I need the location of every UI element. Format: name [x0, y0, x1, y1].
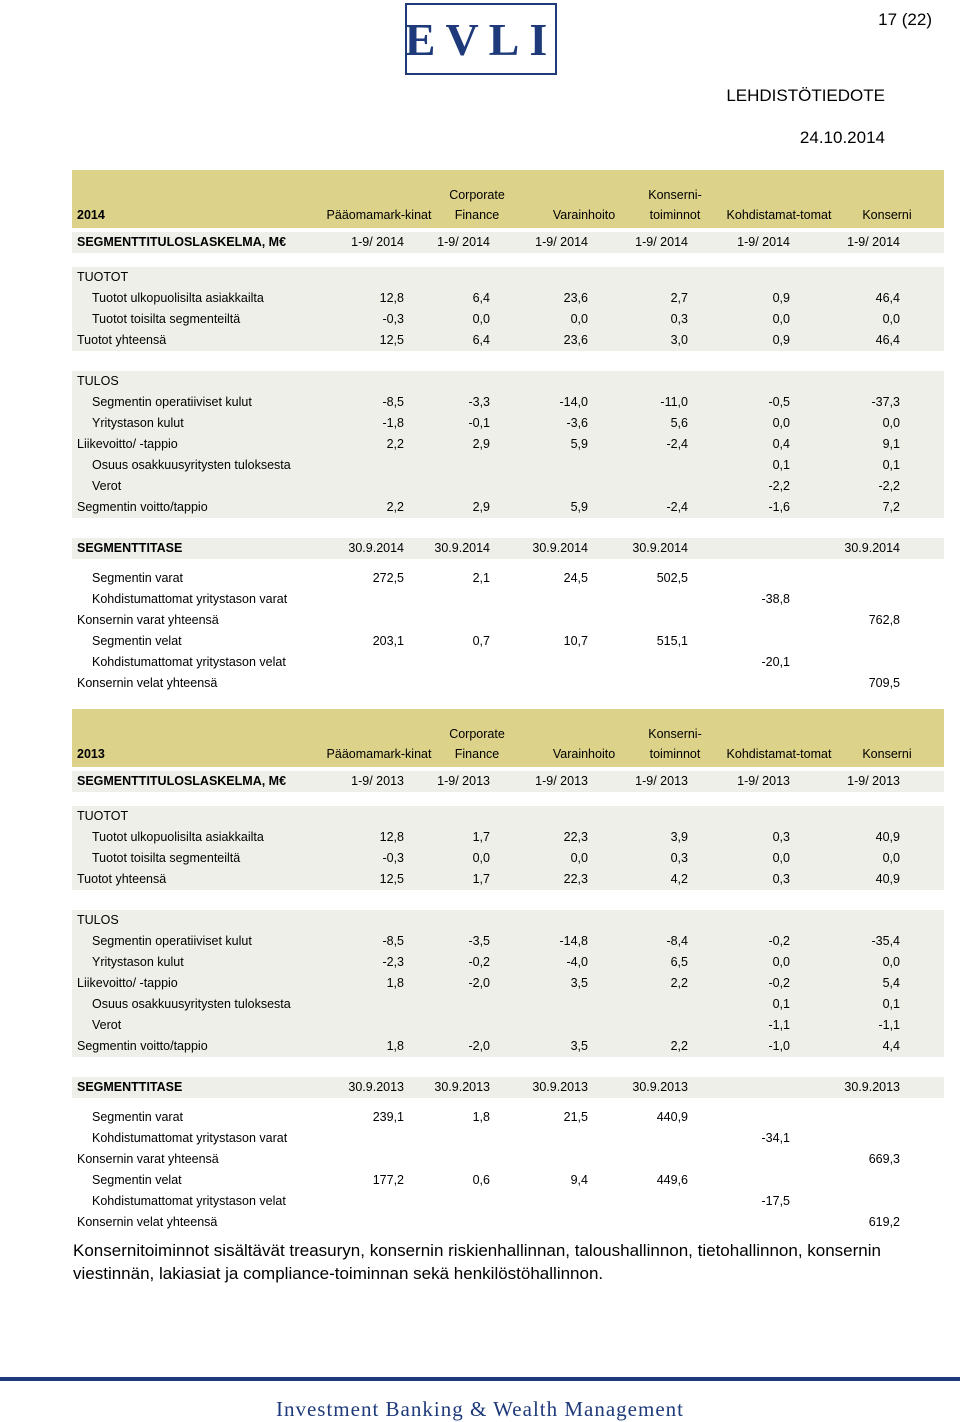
table-header — [72, 709, 944, 767]
period-label: 1-9/ 2013 — [535, 774, 588, 788]
period-label: 1-9/ 2014 — [635, 235, 688, 249]
row-label: Konsernin velat yhteensä — [77, 1215, 218, 1229]
value-cell: 4,4 — [882, 1039, 900, 1053]
value-cell: -0,1 — [468, 416, 490, 430]
table-row — [72, 267, 944, 288]
value-cell: 5,6 — [670, 416, 688, 430]
value-cell: -2,0 — [468, 1039, 490, 1053]
table-row — [72, 497, 944, 518]
table-row — [72, 232, 944, 253]
table-row — [72, 848, 944, 869]
value-cell: 6,5 — [670, 955, 688, 969]
value-cell: 177,2 — [372, 1173, 404, 1187]
row-label: Kohdistumattomat yritystason varat — [92, 592, 288, 606]
period-label: 1-9/ 2014 — [351, 235, 404, 249]
column-header: Konserni — [862, 747, 912, 761]
period-label: 1-9/ 2013 — [847, 774, 900, 788]
period-label: 30.9.2014 — [348, 541, 404, 555]
table-row — [72, 931, 944, 952]
value-cell: 0,3 — [670, 312, 688, 326]
value-cell: 3,5 — [570, 976, 588, 990]
column-header: Kohdistamat-tomat — [726, 747, 832, 761]
table-row — [72, 631, 944, 652]
period-label: 30.9.2013 — [532, 1080, 588, 1094]
row-label: Kohdistumattomat yritystason velat — [92, 655, 286, 669]
row-label: Liikevoitto/ -tappio — [77, 976, 178, 990]
value-cell: 22,3 — [563, 830, 588, 844]
value-cell: 0,0 — [772, 416, 790, 430]
table-row — [72, 371, 944, 392]
value-cell: 1,7 — [472, 830, 490, 844]
document-date: 24.10.2014 — [799, 128, 885, 147]
value-cell: 0,0 — [882, 416, 900, 430]
value-cell: -0,5 — [768, 395, 790, 409]
table-row — [72, 1015, 944, 1036]
period-label: 30.9.2014 — [434, 541, 490, 555]
table-row — [72, 869, 944, 890]
value-cell: 239,1 — [372, 1110, 404, 1124]
table-row — [72, 1077, 944, 1098]
row-label: Kohdistumattomat yritystason velat — [92, 1194, 286, 1208]
value-cell: 6,4 — [472, 333, 490, 347]
row-label: Segmentin varat — [92, 1110, 184, 1124]
value-cell: -34,1 — [761, 1131, 790, 1145]
period-label: 1-9/ 2014 — [437, 235, 490, 249]
value-cell: 9,4 — [570, 1173, 588, 1187]
period-label: 1-9/ 2013 — [635, 774, 688, 788]
value-cell: 3,5 — [570, 1039, 588, 1053]
value-cell: 0,6 — [472, 1173, 490, 1187]
footer-tagline: Investment Banking & Wealth Management — [275, 1397, 684, 1421]
value-cell: 449,6 — [656, 1173, 688, 1187]
table-row — [72, 806, 944, 827]
value-cell: -20,1 — [761, 655, 790, 669]
column-header: Konserni — [862, 208, 912, 222]
value-cell: -4,0 — [566, 955, 588, 969]
table-row — [72, 330, 944, 351]
period-label: 1-9/ 2013 — [351, 774, 404, 788]
value-cell: -2,3 — [382, 955, 404, 969]
row-label: Segmentin operatiiviset kulut — [92, 395, 252, 409]
value-cell: 9,1 — [882, 437, 900, 451]
row-label: Konsernin velat yhteensä — [77, 676, 218, 690]
value-cell: -0,2 — [768, 934, 790, 948]
value-cell: 0,1 — [772, 458, 790, 472]
table-row — [72, 568, 944, 589]
value-cell: 762,8 — [868, 613, 900, 627]
table-row — [72, 455, 944, 476]
value-cell: -2,2 — [878, 479, 900, 493]
value-cell: -2,4 — [666, 437, 688, 451]
row-label: Kohdistumattomat yritystason varat — [92, 1131, 288, 1145]
period-label: 1-9/ 2013 — [437, 774, 490, 788]
value-cell: 709,5 — [868, 676, 900, 690]
value-cell: 1,8 — [386, 1039, 404, 1053]
value-cell: 1,7 — [472, 872, 490, 886]
row-label: Tuotot toisilta segmenteiltä — [92, 312, 241, 326]
value-cell: 2,2 — [670, 1039, 688, 1053]
table-row — [72, 610, 944, 631]
income-statement-title: SEGMENTTITULOSLASKELMA, M€ — [77, 774, 287, 788]
row-label: Segmentin varat — [92, 571, 184, 585]
value-cell: -3,5 — [468, 934, 490, 948]
row-label: Yritystason kulut — [92, 955, 184, 969]
footnote: Konsernitoiminnot sisältävät treasuryn, konsernin riskienhallinnan, taloushallinnon, tietohallinnon, konsernin viestinnän, lakiasiat ja compliance-toiminnan sekä henkilöstöhallinnon. — [73, 1241, 881, 1283]
value-cell: 22,3 — [563, 872, 588, 886]
value-cell: 0,3 — [772, 872, 790, 886]
period-label: 30.9.2014 — [844, 541, 900, 555]
row-label: Tuotot ulkopuolisilta asiakkailta — [92, 830, 264, 844]
year-label: 2014 — [77, 208, 105, 222]
value-cell: -1,1 — [768, 1018, 790, 1032]
value-cell: 23,6 — [563, 291, 588, 305]
row-label: Segmentin voitto/tappio — [77, 500, 208, 514]
value-cell: 5,4 — [882, 976, 900, 990]
period-label: 1-9/ 2014 — [535, 235, 588, 249]
value-cell: 10,7 — [563, 634, 588, 648]
table-row — [72, 288, 944, 309]
table-row — [72, 1149, 944, 1170]
value-cell: 0,0 — [570, 851, 588, 865]
table-row — [72, 952, 944, 973]
table-row — [72, 589, 944, 610]
value-cell: -0,3 — [382, 312, 404, 326]
value-cell: 3,9 — [670, 830, 688, 844]
row-label: Tuotot toisilta segmenteiltä — [92, 851, 241, 865]
value-cell: 0,1 — [772, 997, 790, 1011]
value-cell: 2,2 — [386, 500, 404, 514]
value-cell: 203,1 — [372, 634, 404, 648]
page-number: 17 (22) — [878, 10, 932, 29]
value-cell: -1,0 — [768, 1039, 790, 1053]
value-cell: -0,3 — [382, 851, 404, 865]
value-cell: 2,1 — [472, 571, 490, 585]
year-label: 2013 — [77, 747, 105, 761]
value-cell: 0,9 — [772, 333, 790, 347]
value-cell: 0,0 — [570, 312, 588, 326]
value-cell: 2,9 — [472, 500, 490, 514]
income-statement-title: SEGMENTTITULOSLASKELMA, M€ — [77, 235, 287, 249]
value-cell: 46,4 — [875, 333, 900, 347]
value-cell: -37,3 — [871, 395, 900, 409]
value-cell: -11,0 — [660, 395, 688, 409]
period-label: 30.9.2014 — [532, 541, 588, 555]
section-label: TULOS — [77, 374, 119, 388]
value-cell: 7,2 — [882, 500, 900, 514]
value-cell: 0,0 — [882, 851, 900, 865]
value-cell: 0,0 — [772, 851, 790, 865]
row-label: Segmentin operatiiviset kulut — [92, 934, 252, 948]
column-header: Konserni- — [648, 727, 702, 741]
table-row — [72, 910, 944, 931]
value-cell: -8,4 — [666, 934, 688, 948]
table-row — [72, 309, 944, 330]
row-label: Tuotot yhteensä — [77, 872, 167, 886]
value-cell: 0,9 — [772, 291, 790, 305]
column-header: Pääomamark-kinat — [326, 208, 432, 222]
value-cell: 2,9 — [472, 437, 490, 451]
table-row — [72, 652, 944, 673]
evli-logo: EVLI — [405, 3, 557, 75]
period-label: 30.9.2014 — [632, 541, 688, 555]
value-cell: -2,2 — [768, 479, 790, 493]
value-cell: 12,8 — [379, 830, 404, 844]
value-cell: 12,5 — [379, 872, 404, 886]
value-cell: 2,7 — [670, 291, 688, 305]
value-cell: 0,1 — [882, 458, 900, 472]
value-cell: 440,9 — [656, 1110, 688, 1124]
section-label: TUOTOT — [77, 270, 129, 284]
document-type: LEHDISTÖTIEDOTE — [726, 86, 885, 105]
period-label: 1-9/ 2014 — [737, 235, 790, 249]
value-cell: 1,8 — [386, 976, 404, 990]
column-header: Kohdistamat-tomat — [726, 208, 832, 222]
row-label: Liikevoitto/ -tappio — [77, 437, 178, 451]
value-cell: 5,9 — [570, 500, 588, 514]
column-header: Varainhoito — [552, 208, 616, 222]
value-cell: -3,3 — [468, 395, 490, 409]
value-cell: -2,4 — [666, 500, 688, 514]
value-cell: 515,1 — [656, 634, 688, 648]
value-cell: 21,5 — [563, 1110, 588, 1124]
value-cell: -14,0 — [559, 395, 588, 409]
section-label: TUOTOT — [77, 809, 129, 823]
period-label: 30.9.2013 — [632, 1080, 688, 1094]
column-header: toiminnot — [649, 208, 701, 222]
value-cell: -14,8 — [559, 934, 588, 948]
row-label: Osuus osakkuusyritysten tuloksesta — [92, 458, 291, 472]
value-cell: 0,3 — [670, 851, 688, 865]
table-row — [72, 771, 944, 792]
value-cell: 12,8 — [379, 291, 404, 305]
row-label: Tuotot yhteensä — [77, 333, 167, 347]
value-cell: 6,4 — [472, 291, 490, 305]
row-label: Verot — [92, 1018, 122, 1032]
value-cell: -1,8 — [382, 416, 404, 430]
value-cell: 40,9 — [875, 830, 900, 844]
row-label: Tuotot ulkopuolisilta asiakkailta — [92, 291, 264, 305]
value-cell: 0,0 — [472, 851, 490, 865]
table-row — [72, 827, 944, 848]
footer-rule — [0, 1377, 960, 1381]
period-label: 1-9/ 2013 — [737, 774, 790, 788]
table-row — [72, 1128, 944, 1149]
column-header: Pääomamark-kinat — [326, 747, 432, 761]
value-cell: -38,8 — [761, 592, 790, 606]
value-cell: 0,1 — [882, 997, 900, 1011]
column-header: Corporate — [449, 727, 505, 741]
value-cell: -0,2 — [768, 976, 790, 990]
row-label: Segmentin voitto/tappio — [77, 1039, 208, 1053]
table-row — [72, 994, 944, 1015]
period-label: 30.9.2013 — [348, 1080, 404, 1094]
value-cell: 23,6 — [563, 333, 588, 347]
value-cell: 0,0 — [882, 312, 900, 326]
column-header: Finance — [454, 747, 500, 761]
value-cell: 0,0 — [882, 955, 900, 969]
value-cell: -1,1 — [878, 1018, 900, 1032]
value-cell: 0,0 — [772, 312, 790, 326]
value-cell: -3,6 — [566, 416, 588, 430]
value-cell: 46,4 — [875, 291, 900, 305]
row-label: Yritystason kulut — [92, 416, 184, 430]
table-row — [72, 476, 944, 497]
value-cell: 619,2 — [868, 1215, 900, 1229]
value-cell: -17,5 — [761, 1194, 790, 1208]
row-label: Verot — [92, 479, 122, 493]
value-cell: -35,4 — [871, 934, 900, 948]
value-cell: -0,2 — [468, 955, 490, 969]
table-row — [72, 1036, 944, 1057]
value-cell: 3,0 — [670, 333, 688, 347]
column-header: Konserni- — [648, 188, 702, 202]
section-label: TULOS — [77, 913, 119, 927]
row-label: Konsernin varat yhteensä — [77, 1152, 219, 1166]
value-cell: -8,5 — [382, 395, 404, 409]
value-cell: 0,0 — [472, 312, 490, 326]
value-cell: -2,0 — [468, 976, 490, 990]
value-cell: 0,7 — [472, 634, 490, 648]
row-label: Osuus osakkuusyritysten tuloksesta — [92, 997, 291, 1011]
value-cell: 0,0 — [772, 955, 790, 969]
row-label: Segmentin velat — [92, 634, 182, 648]
value-cell: 2,2 — [386, 437, 404, 451]
value-cell: 0,4 — [772, 437, 790, 451]
period-label: 30.9.2013 — [844, 1080, 900, 1094]
period-label: 30.9.2013 — [434, 1080, 490, 1094]
table-row — [72, 1107, 944, 1128]
value-cell: 272,5 — [372, 571, 404, 585]
balance-sheet-title: SEGMENTTITASE — [77, 1080, 183, 1094]
column-header: Finance — [454, 208, 500, 222]
table-header — [72, 170, 944, 228]
value-cell: -8,5 — [382, 934, 404, 948]
column-header: Varainhoito — [552, 747, 616, 761]
table-row — [72, 1170, 944, 1191]
table-row — [72, 538, 944, 559]
table-row — [72, 392, 944, 413]
value-cell: 2,2 — [670, 976, 688, 990]
value-cell: 24,5 — [563, 571, 588, 585]
table-row — [72, 973, 944, 994]
value-cell: 0,3 — [772, 830, 790, 844]
column-header: Corporate — [449, 188, 505, 202]
table-row — [72, 1212, 944, 1233]
table-row — [72, 434, 944, 455]
value-cell: -1,6 — [768, 500, 790, 514]
row-label: Segmentin velat — [92, 1173, 182, 1187]
table-row — [72, 1191, 944, 1212]
value-cell: 4,2 — [670, 872, 688, 886]
value-cell: 1,8 — [472, 1110, 490, 1124]
value-cell: 669,3 — [868, 1152, 900, 1166]
period-label: 1-9/ 2014 — [847, 235, 900, 249]
column-header: toiminnot — [649, 747, 701, 761]
balance-sheet-title: SEGMENTTITASE — [77, 541, 183, 555]
value-cell: 502,5 — [656, 571, 688, 585]
value-cell: 40,9 — [875, 872, 900, 886]
value-cell: 12,5 — [379, 333, 404, 347]
row-label: Konsernin varat yhteensä — [77, 613, 219, 627]
table-row — [72, 413, 944, 434]
table-row — [72, 673, 944, 694]
value-cell: 5,9 — [570, 437, 588, 451]
